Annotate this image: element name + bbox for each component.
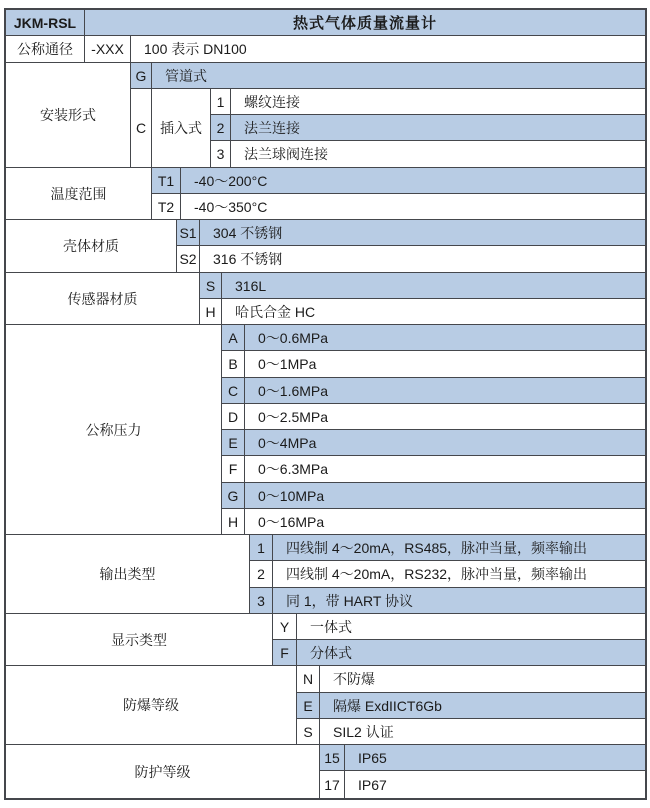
option-desc: 分体式: [297, 640, 645, 666]
option-desc: 0～10MPa: [245, 483, 645, 509]
option-desc: 316L: [222, 273, 645, 299]
option-desc: 0～4MPa: [245, 430, 645, 456]
display-label: 显示类型: [6, 614, 273, 666]
option-code: E: [297, 693, 320, 719]
option-code: C: [222, 378, 245, 404]
option-desc: 0～0.6MPa: [245, 325, 645, 351]
model-code-cell: JKM-RSL: [6, 10, 85, 36]
option-desc: 不防爆: [320, 666, 645, 693]
option-code: S: [200, 273, 222, 299]
option-desc: -40～350°C: [181, 194, 645, 220]
option-code: F: [222, 456, 245, 483]
temperature-label: 温度范围: [6, 168, 152, 220]
option-code: S: [297, 719, 320, 745]
diameter-code: -XXX: [85, 36, 131, 63]
option-code: E: [222, 430, 245, 456]
option-desc: 法兰球阀连接: [231, 141, 645, 168]
option-desc: 法兰连接: [231, 115, 645, 141]
install-pipe-code: G: [131, 63, 152, 89]
install-insert-label: 插入式: [152, 89, 211, 168]
option-code: T2: [152, 194, 181, 220]
option-desc: 一体式: [297, 614, 645, 640]
option-desc: IP65: [345, 745, 645, 771]
option-code: 2: [211, 115, 231, 141]
output-label: 输出类型: [6, 535, 250, 614]
option-code: S2: [177, 246, 200, 273]
option-desc: 四线制 4～20mA，RS485，脉冲当量，频率输出: [273, 535, 645, 561]
option-desc: -40～200°C: [181, 168, 645, 194]
option-code: N: [297, 666, 320, 693]
model-selection-table: [4, 8, 647, 800]
option-code: H: [222, 509, 245, 535]
install-label: 安装形式: [6, 63, 131, 168]
diameter-label: 公称通径: [6, 36, 85, 63]
option-code: B: [222, 351, 245, 378]
option-desc: 四线制 4～20mA，RS232，脉冲当量，频率输出: [273, 561, 645, 588]
option-desc: 0～16MPa: [245, 509, 645, 535]
option-code: 15: [320, 745, 345, 771]
pressure-label: 公称压力: [6, 325, 222, 535]
option-desc: SIL2 认证: [320, 719, 645, 745]
explosion-label: 防爆等级: [6, 666, 297, 745]
product-title: 热式气体质量流量计: [85, 10, 645, 36]
option-code: G: [222, 483, 245, 509]
protection-label: 防护等级: [6, 745, 320, 798]
option-desc: 0～1MPa: [245, 351, 645, 378]
option-code: H: [200, 299, 222, 325]
option-desc: 0～1.6MPa: [245, 378, 645, 404]
option-desc: 同 1，带 HART 协议: [273, 588, 645, 614]
sensor-label: 传感器材质: [6, 273, 200, 325]
option-desc: 0～2.5MPa: [245, 404, 645, 430]
option-code: D: [222, 404, 245, 430]
install-insert-code: C: [131, 89, 152, 168]
option-code: 3: [250, 588, 273, 614]
option-desc: IP67: [358, 776, 387, 793]
option-code: F: [273, 640, 297, 666]
shell-label: 壳体材质: [6, 220, 177, 273]
option-code: S1: [177, 220, 200, 246]
option-code: 1: [250, 535, 273, 561]
option-code: A: [222, 325, 245, 351]
option-code: 1: [211, 89, 231, 115]
option-code: 3: [211, 141, 231, 168]
option-code: 17: [320, 771, 345, 798]
install-pipe-desc: 管道式: [152, 63, 645, 89]
option-desc: 隔爆 ExdIICT6Gb: [320, 693, 645, 719]
option-desc: 316 不锈钢: [200, 246, 645, 273]
option-code: Y: [273, 614, 297, 640]
option-desc: 螺纹连接: [231, 89, 645, 115]
option-desc: 哈氏合金 HC: [222, 299, 645, 325]
option-desc: 304 不锈钢: [200, 220, 645, 246]
diameter-desc: 100 表示 DN100: [131, 36, 645, 63]
option-desc: 0～6.3MPa: [245, 456, 645, 483]
option-code: T1: [152, 168, 181, 194]
option-code: 2: [250, 561, 273, 588]
